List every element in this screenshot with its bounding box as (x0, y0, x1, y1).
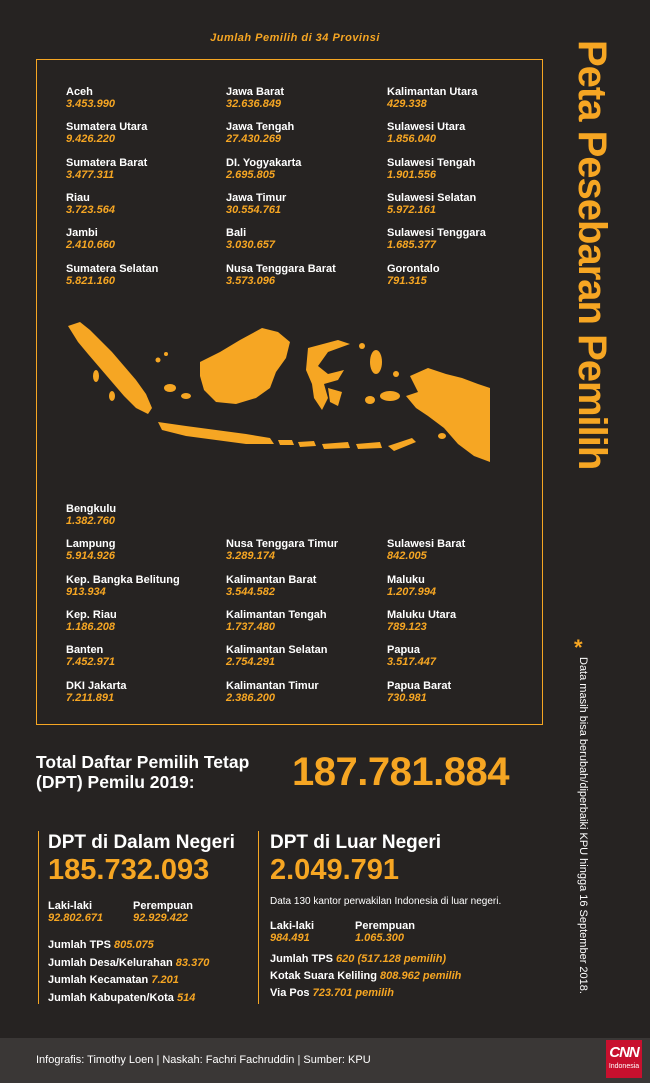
province-value: 429.338 (387, 98, 427, 110)
province-name: Sulawesi Tenggara (387, 227, 486, 240)
province-name: Papua (387, 644, 421, 657)
province-value: 3.477.311 (66, 168, 115, 181)
province-value: 913.934 (66, 585, 106, 598)
province-item (226, 192, 286, 216)
province-name: Maluku Utara (387, 608, 457, 621)
province-item (387, 574, 436, 598)
province-value: 791.315 (387, 274, 427, 287)
stat-value: 620 (517.128 pemilih) (336, 953, 447, 965)
footer (0, 1038, 650, 1083)
province-name: Sumatera Selatan (66, 262, 159, 275)
province-item (66, 680, 127, 704)
province-item (226, 121, 294, 145)
province-item (387, 644, 436, 668)
province-value: 3.030.657 (226, 239, 275, 252)
stat-label: Jumlah TPS (48, 939, 111, 951)
province-value: 9.426.220 (66, 133, 115, 146)
stat-row (270, 970, 461, 982)
total-label-line1: Total Daftar Pemilih Tetap (36, 752, 250, 772)
province-item (226, 680, 319, 704)
province-item (66, 574, 180, 598)
domestic-title: DPT di Dalam Negeri (48, 832, 235, 853)
province-value: 7.211.891 (66, 691, 115, 704)
province-item (226, 157, 301, 181)
stat-value: 805.075 (114, 939, 154, 951)
domestic-female-value: 92.929.422 (133, 912, 189, 924)
province-item (226, 263, 336, 287)
province-item (387, 680, 451, 704)
province-name: Kalimantan Barat (226, 573, 317, 586)
stat-value: 7.201 (151, 974, 179, 986)
abroad-female-label: Perempuan (355, 920, 415, 932)
province-item (66, 503, 116, 527)
stat-row (48, 939, 154, 951)
province-value: 2.386.200 (226, 691, 275, 704)
province-item (226, 86, 284, 110)
domestic-value: 185.732.093 (48, 854, 210, 886)
cnn-logo-text: CNN (609, 1044, 639, 1061)
province-name: Sulawesi Utara (387, 121, 466, 134)
province-name: Maluku (387, 573, 425, 586)
stat-value: 723.701 pemilih (312, 987, 394, 999)
province-name: Sumatera Barat (66, 156, 148, 169)
province-item (66, 609, 117, 633)
stat-label: Kotak Suara Keliling (270, 970, 377, 982)
province-name: Sulawesi Barat (387, 538, 466, 551)
province-name: Jawa Barat (226, 86, 285, 98)
asterisk: * (574, 635, 583, 660)
province-value: 1.901.556 (387, 168, 436, 181)
province-item (387, 609, 456, 633)
total-label-line2: (DPT) Pemilu 2019: (36, 772, 195, 792)
province-item (387, 157, 475, 181)
abroad-value: 2.049.791 (270, 854, 400, 886)
province-name: Papua Barat (387, 679, 452, 692)
province-name: Jawa Tengah (226, 121, 295, 134)
province-item (66, 538, 116, 562)
cnn-logo (606, 1040, 642, 1078)
province-item (66, 227, 115, 251)
province-value: 3.289.174 (226, 550, 275, 563)
stat-label: Via Pos (270, 987, 310, 999)
province-item (387, 227, 486, 251)
province-name: Nusa Tenggara Timur (226, 538, 339, 551)
province-item (226, 227, 275, 251)
province-name: Sulawesi Tengah (387, 156, 476, 169)
province-value: 7.452.971 (66, 656, 115, 669)
total-label (36, 752, 296, 792)
province-value: 2.695.805 (226, 168, 275, 181)
domestic-female-label: Perempuan (133, 900, 193, 912)
abroad-title: DPT di Luar Negeri (270, 832, 442, 853)
province-name: Kep. Riau (66, 608, 117, 621)
map-caption: Jumlah Pemilih di 34 Provinsi (210, 32, 380, 44)
province-name: Kalimantan Selatan (226, 644, 328, 657)
province-value: 2.754.291 (226, 656, 275, 669)
stat-value: 808.962 pemilih (380, 970, 462, 982)
province-item (387, 538, 465, 562)
province-value: 1.856.040 (387, 133, 436, 146)
stat-row (48, 957, 209, 969)
province-name: Lampung (66, 538, 116, 551)
province-value: 3.723.564 (66, 203, 115, 216)
indonesia-map-icon (66, 318, 492, 468)
stat-label: Jumlah Kecamatan (48, 974, 149, 986)
main-title-text: Peta Pesebaran Pemilih (570, 40, 614, 470)
province-value: 5.972.161 (387, 203, 436, 216)
province-name: Bengkulu (66, 503, 117, 515)
province-item (387, 121, 465, 145)
stat-label: Jumlah TPS (270, 953, 333, 965)
province-item (66, 157, 147, 181)
stat-row (48, 974, 179, 986)
domestic-male-value: 92.802.671 (48, 912, 104, 924)
province-name: Banten (66, 644, 104, 657)
main-title (570, 40, 614, 610)
divider-right (258, 831, 259, 1004)
province-name: Kalimantan Timur (226, 679, 319, 692)
province-value: 842.005 (387, 550, 427, 563)
side-note (572, 635, 592, 995)
province-value: 1.207.994 (387, 585, 436, 598)
province-value: 3.517.447 (387, 656, 436, 669)
province-value: 789.123 (387, 620, 427, 633)
abroad-note: Data 130 kantor perwakilan Indonesia di luar negeri. (270, 896, 502, 907)
side-note-text: Data masih bisa berubah/diperbaiki KPU hingga 16 September 2018. (577, 657, 589, 994)
province-item (66, 644, 115, 668)
province-value: 730.981 (387, 691, 427, 704)
stat-row (270, 953, 446, 965)
province-name: Kalimantan Utara (387, 86, 478, 98)
province-name: Sumatera Utara (66, 121, 148, 134)
province-value: 1.186.208 (66, 620, 115, 633)
province-item (66, 121, 147, 145)
province-item (66, 86, 115, 110)
province-value: 3.453.990 (66, 98, 115, 110)
province-value: 5.914.926 (66, 550, 115, 563)
province-name: Kep. Bangka Belitung (66, 573, 180, 586)
province-value: 1.737.480 (226, 620, 275, 633)
province-item (226, 609, 327, 633)
province-value: 3.544.582 (226, 585, 275, 598)
stat-label: Jumlah Kabupaten/Kota (48, 991, 174, 1004)
stat-row (48, 992, 195, 1004)
footer-credit: Infografis: Timothy Loen | Naskah: Fachri Fachruddin | Sumber: KPU (36, 1054, 371, 1066)
domestic-male-label: Laki-laki (48, 900, 93, 912)
province-name: Kalimantan Tengah (226, 608, 327, 621)
province-value: 5.821.160 (66, 274, 115, 287)
cnn-logo-sub: Indonesia (608, 1063, 640, 1070)
province-name: Jambi (66, 227, 98, 240)
province-name: Jawa Timur (226, 191, 287, 204)
stat-value: 83.370 (175, 956, 210, 969)
divider-left (38, 831, 39, 1004)
province-item (226, 538, 338, 562)
total-value: 187.781.884 (292, 750, 509, 794)
province-item (66, 192, 115, 216)
province-value: 1.685.377 (387, 239, 436, 252)
province-name: Gorontalo (387, 262, 440, 275)
province-name: Aceh (66, 86, 93, 98)
province-value: 32.636.849 (226, 98, 282, 110)
province-name: Nusa Tenggara Barat (226, 262, 336, 275)
province-name: Sulawesi Selatan (387, 191, 477, 204)
province-item (66, 263, 158, 287)
abroad-female-value: 1.065.300 (355, 932, 404, 944)
province-item (387, 263, 440, 287)
province-name: DI. Yogyakarta (226, 156, 302, 169)
province-value: 30.554.761 (226, 203, 282, 216)
stat-row (270, 987, 394, 999)
province-value: 3.573.096 (226, 274, 275, 287)
province-name: Riau (66, 191, 90, 204)
abroad-male-value: 984.491 (270, 932, 310, 944)
province-item (226, 644, 327, 668)
province-name: DKI Jakarta (66, 679, 127, 692)
province-value: 27.430.269 (226, 133, 282, 146)
province-item (226, 574, 316, 598)
province-item (387, 192, 476, 216)
abroad-male-label: Laki-laki (270, 920, 315, 932)
province-item (387, 86, 477, 110)
province-value: 1.382.760 (66, 515, 115, 527)
province-name: Bali (226, 227, 247, 240)
province-value: 2.410.660 (66, 239, 115, 252)
stat-label: Jumlah Desa/Kelurahan (48, 956, 173, 969)
stat-value: 514 (176, 991, 196, 1004)
